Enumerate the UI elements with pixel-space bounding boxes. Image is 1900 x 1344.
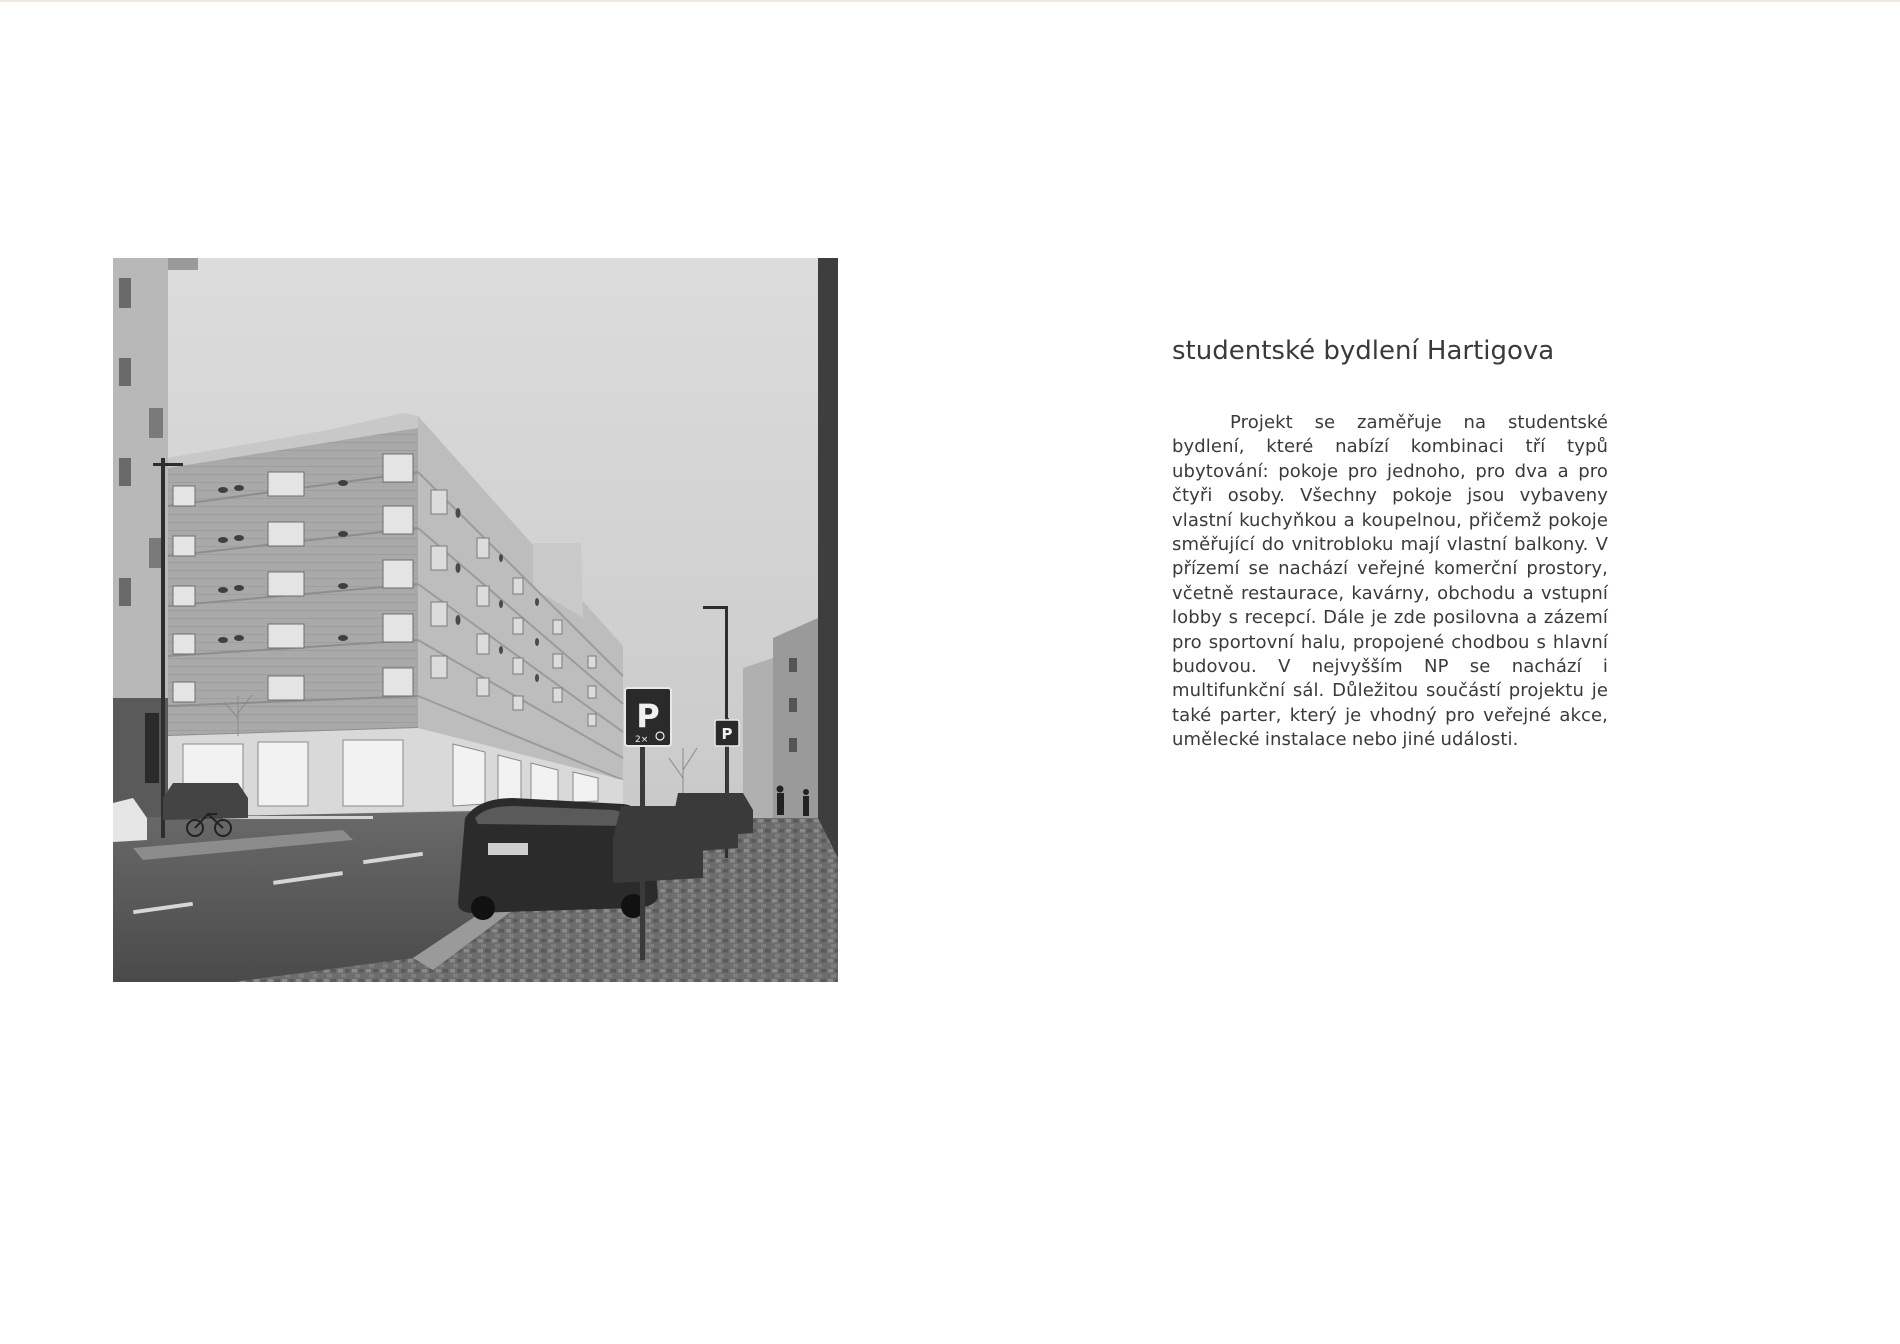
parking-sign-note: 2× (635, 735, 649, 745)
street-photo-render (113, 258, 838, 982)
document-title: studentské bydlení Hartigova (1172, 336, 1555, 366)
street-photo (113, 258, 838, 982)
parking-sign-letter-small: P (721, 725, 733, 743)
parking-sign-letter: P (636, 697, 660, 735)
top-rule (0, 0, 1900, 2)
document-body: Projekt se zaměřuje na studentské bydlení, které nabízí kombinaci tří typů ubytování: pokoje pro jednoho, pro dva a pro čtyři osoby. Všechny pokoje jsou vybaveny vlastní kuchyňkou a koupelnou, přičemž pokoje směřující do vnitrobloku mají vlastní balkony. V přízemí se nachází veřejné komerční prostory, včetně restaurace, kavárny, obchodu a vstupní lobby s recepcí. Dále je zde posilovna a zázemí pro sportovní halu, propojené chodbou s hlavní budovou. V nejvyšším NP se nachází i multifunkční sál. Důležitou součástí projektu je také parter, který je vhodný pro veřejné akce, umělecké instalace nebo jiné události. (1172, 412, 1608, 751)
